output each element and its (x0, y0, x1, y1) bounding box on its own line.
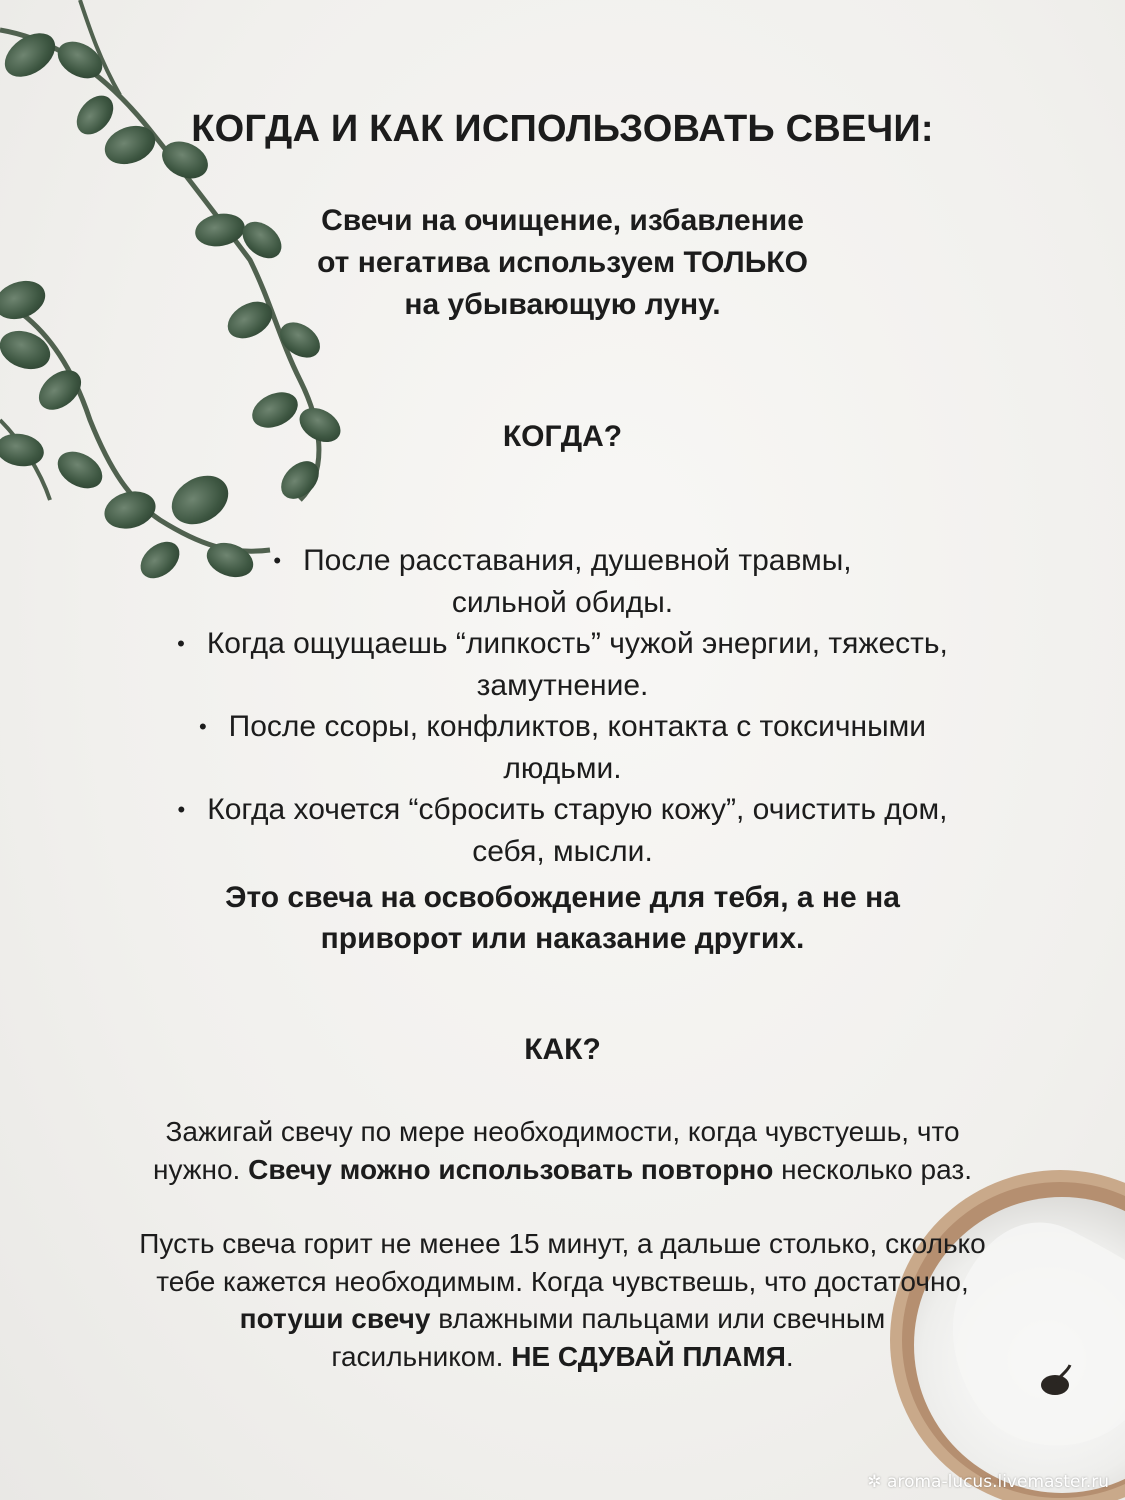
emphasis-note (0, 877, 1125, 959)
bullet-icon: • (273, 548, 282, 573)
intro-block (0, 200, 1125, 326)
paragraph-line (0, 1151, 1125, 1189)
intro-line: Свечи на очищение, избавление (321, 204, 804, 237)
list-item-continuation: замутнение. (476, 668, 649, 702)
list-item (0, 706, 1125, 748)
bold-text: потуши свечу (239, 1303, 431, 1334)
text-run: . (785, 1340, 794, 1372)
paragraph-line: Зажигай свечу по мере необходимости, когда чувстуешь, что (165, 1116, 960, 1147)
watermark: ✲ aroma-lucus.livemaster.ru (867, 1472, 1109, 1492)
list-item (0, 540, 1125, 582)
text-run: нужно. (153, 1153, 249, 1185)
list-item-text: Когда ощущаешь “липкость” чужой энергии, тяжесть, (206, 627, 948, 660)
text-run: влажными пальцами или свечным (430, 1303, 886, 1334)
paragraph-line (0, 1300, 1125, 1338)
list-item-text: После расставания, душевной травмы, (303, 544, 852, 577)
intro-line: на убывающую луну. (404, 288, 721, 321)
list-item-continuation: людьми. (503, 751, 622, 785)
intro-line: от негатива используем ТОЛЬКО (317, 246, 808, 279)
text-run: гасильником. (331, 1340, 512, 1372)
list-item-continuation: себя, мысли. (472, 834, 653, 868)
bold-text: Свечу можно использовать повторно (248, 1153, 774, 1185)
paragraph-line: Пусть свеча горит не менее 15 минут, а дальше столько, сколько (139, 1228, 986, 1259)
paragraph-line: тебе кажется необходимым. Когда чувствешь, что достаточно, (156, 1265, 969, 1297)
note-line: Это свеча на освобождение для тебя, а не на (225, 881, 900, 914)
page-title: КОГДА И КАК ИСПОЛЬЗОВАТЬ СВЕЧИ: (191, 108, 934, 150)
bullet-icon: • (177, 797, 186, 822)
list-item (0, 623, 1125, 665)
how-paragraph-1 (0, 1113, 1125, 1188)
list-item-text: После ссоры, конфликтов, контакта с токсичными (228, 710, 927, 743)
bold-text: НЕ СДУВАЙ ПЛАМЯ (511, 1340, 786, 1372)
how-paragraph-2 (0, 1225, 1125, 1375)
list-item-continuation: сильной обиды. (451, 585, 674, 619)
watermark-text: aroma-lucus.livemaster.ru (887, 1472, 1109, 1492)
paragraph-line (0, 1338, 1125, 1376)
when-heading: КОГДА? (502, 420, 623, 453)
note-line: приворот или наказание других. (320, 922, 805, 955)
bullet-icon: • (177, 631, 185, 656)
how-heading: КАК? (524, 1033, 601, 1066)
bullet-icon: • (198, 714, 207, 739)
list-item (0, 789, 1125, 831)
when-bullet-list (0, 540, 1125, 872)
text-run: несколько раз. (773, 1153, 972, 1185)
list-item-text: Когда хочется “сбросить старую кожу”, очистить дом, (207, 793, 948, 826)
